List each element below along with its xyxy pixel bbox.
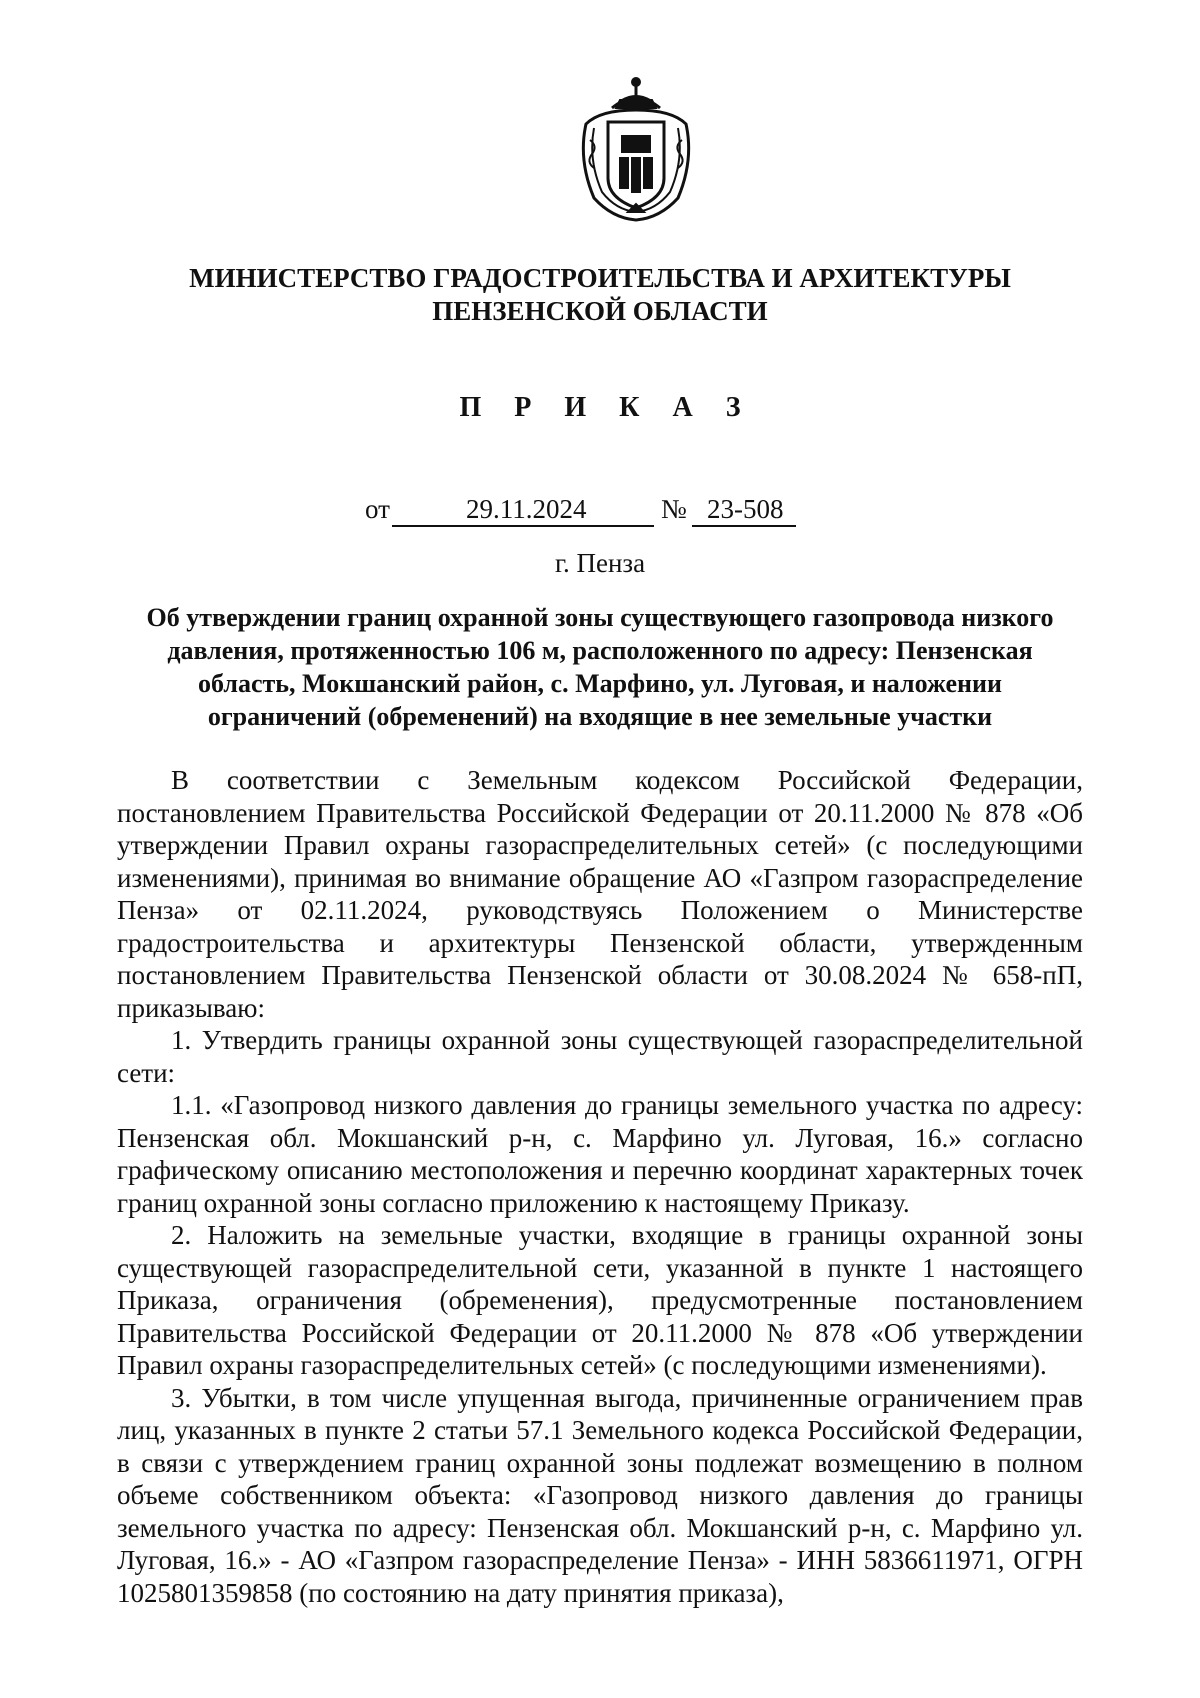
- subject-line-4: ограничений (обременений) на входящие в нее земельные участки: [207, 702, 993, 731]
- date-underline: [392, 525, 654, 527]
- city: г. Пенза: [554, 548, 646, 578]
- paragraph-preamble: В соответствии с Земельным кодексом Российской Федерации, постановлением Правительства Российской Федерации от 20.11.2000 № 878 «Об утверждении Правил охраны газораспределительных сетей» (с последующими изменениями), принимая во внимание обращение АО «Газпром газораспределение Пенза» от 02.11.2024, руководствуясь Положением о Министерстве градостроительства и архитектуры Пензенской области, утвержденным постановлением Правительства Пензенской области от 30.08.2024 № 658-пП, приказываю:: [117, 765, 1083, 1023]
- subject-line-2: давления, протяженностью 106 м, расположенного по адресу: Пензенская: [167, 636, 1033, 665]
- date-number-line: [0, 494, 1200, 534]
- paragraph-item-1: 1. Утвердить границы охранной зоны существующей газораспределительной сети:: [117, 1025, 1083, 1088]
- number-underline: [692, 525, 796, 527]
- document-subject: [120, 601, 1080, 733]
- ministry-name: [0, 262, 1200, 328]
- ministry-line-1: МИНИСТЕРСТВО ГРАДОСТРОИТЕЛЬСТВА И АРХИТЕКТУРЫ: [189, 263, 1011, 293]
- coat-of-arms-icon: [572, 70, 700, 222]
- paragraph-item-1-1: 1.1. «Газопровод низкого давления до границы земельного участка по адресу: Пензенская обл. Мокшанский р-н, с. Марфино ул. Луговая, 16.» согласно графическому описанию местоположения и перечню координат характерных точек границ охранной зоны согласно приложению к настоящему Приказу.: [117, 1090, 1083, 1218]
- ministry-line-2: ПЕНЗЕНСКОЙ ОБЛАСТИ: [432, 296, 768, 326]
- number-prefix: №: [661, 494, 687, 524]
- document-body: [117, 764, 1083, 1609]
- subject-line-3: область, Мокшанский район, с. Марфино, ул. Луговая, и наложении: [198, 669, 1002, 698]
- document-type: П Р И К А З: [459, 392, 754, 423]
- subject-line-1: Об утверждении границ охранной зоны существующего газопровода низкого: [146, 603, 1054, 632]
- paragraph-item-2: 2. Наложить на земельные участки, входящие в границы охранной зоны существующей газораспределительной сети, указанной в пункте 1 настоящего Приказа, ограничения (обременения), предусмотренные постановлением Правительства Российской Федерации от 20.11.2000 № 878 «Об утверждении Правил охраны газораспределительных сетей» (с последующими изменениями).: [117, 1220, 1083, 1380]
- date-prefix: от: [365, 494, 390, 524]
- paragraph-item-3: 3. Убытки, в том числе упущенная выгода, причиненные ограничением прав лиц, указанных в пункте 2 статьи 57.1 Земельного кодекса Российской Федерации, в связи с утверждением границ охранной зоны подлежат возмещению в полном объеме собственником объекта: «Газопровод низкого давления до границы земельного участка по адресу: Пензенская обл. Мокшанский р-н, с. Марфино ул. Луговая, 16.» - АО «Газпром газораспределение Пенза» - ИНН 5836611971, ОГРН 1025801359858 (по состоянию на дату принятия приказа),: [117, 1382, 1083, 1608]
- document-number: 23-508: [707, 494, 784, 524]
- document-date: 29.11.2024: [466, 494, 587, 524]
